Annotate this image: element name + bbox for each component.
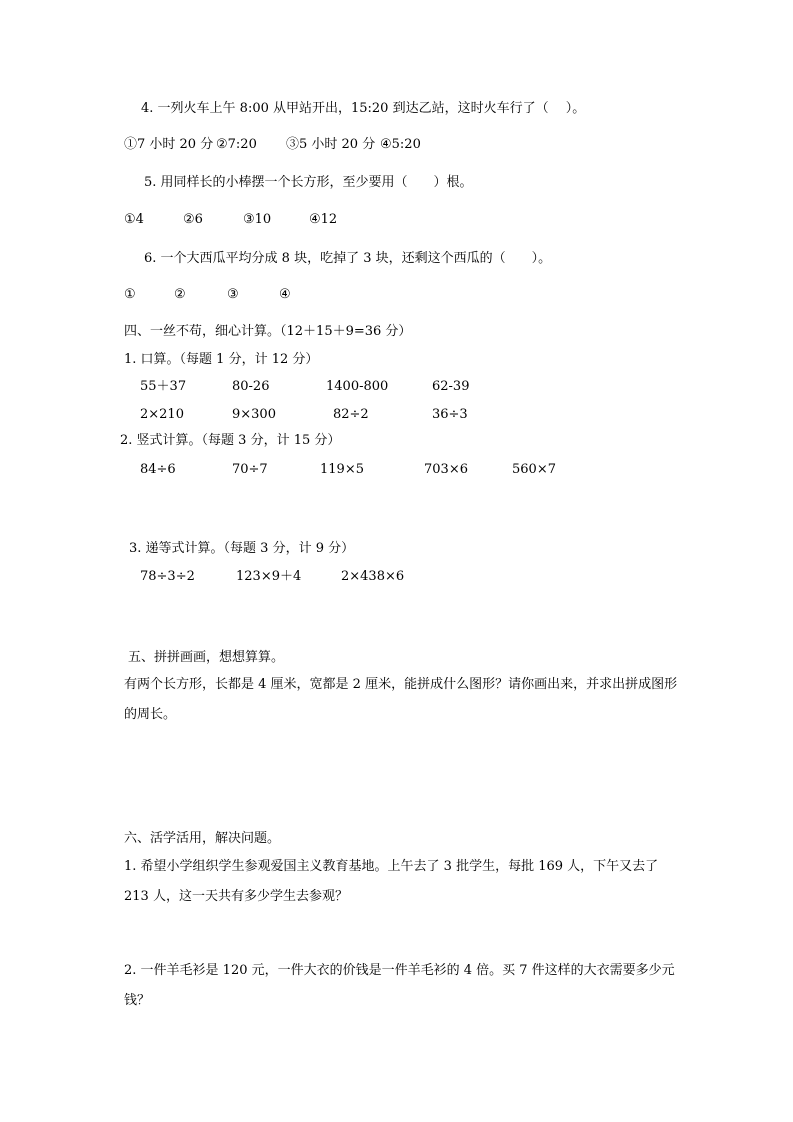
question-5-stem: 5. 用同样长的小棒摆一个长方形，至少要用（ ）根。 xyxy=(144,175,473,190)
q5-option-3: ③10 xyxy=(243,212,272,227)
section-5-problem: 有两个长方形，长都是 4 厘米，宽都是 2 厘米，能拼成什么图形？请你画出来，并求出拼成图形的周长。 xyxy=(124,677,678,722)
stepwise-calc-item: 2×438×6 xyxy=(341,569,405,584)
stepwise-calc-item: 123×9＋4 xyxy=(236,569,302,584)
oral-calc-item: 62-39 xyxy=(432,379,470,394)
oral-calc-item: 55＋37 xyxy=(140,379,187,394)
oral-calc-item: 36÷3 xyxy=(432,407,468,422)
oral-calc-item: 1400-800 xyxy=(326,379,389,394)
section-5-title: 五、拼拼画画，想想算算。 xyxy=(128,650,285,665)
vertical-calc-item: 703×6 xyxy=(424,462,468,477)
q6-option-4: ④ xyxy=(279,287,291,302)
section-4-title: 四、一丝不苟，细心计算。（12＋15＋9=36 分） xyxy=(124,324,412,339)
oral-calc-item: 80-26 xyxy=(232,379,270,394)
section-6-problem-1: 1. 希望小学组织学生参观爱国主义教育基地。上午去了 3 批学生，每批 169 人，下午又去了 213 人，这一天共有多少学生去参观？ xyxy=(124,859,659,904)
section-4-part3-title: 3. 递等式计算。（每题 3 分，计 9 分） xyxy=(129,541,355,556)
section-6-problem-2: 2. 一件羊毛衫是 120 元，一件大衣的价钱是一件羊毛衫的 4 倍。买 7 件这样的大衣需要多少元钱？ xyxy=(124,963,675,1008)
q4-option-4: ④5:20 xyxy=(380,137,421,152)
vertical-calc-item: 560×7 xyxy=(512,462,556,477)
q5-option-1: ①4 xyxy=(124,212,144,227)
q6-option-3: ③ xyxy=(227,287,239,302)
q5-option-2: ②6 xyxy=(183,212,203,227)
q4-option-2: ②7:20 xyxy=(216,137,257,152)
section-6-title: 六、活学活用，解决问题。 xyxy=(124,831,281,846)
section-4-part1-title: 1. 口算。（每题 1 分，计 12 分） xyxy=(124,352,319,367)
stepwise-calc-item: 78÷3÷2 xyxy=(140,569,195,584)
oral-calc-item: 9×300 xyxy=(232,407,276,422)
vertical-calc-item: 84÷6 xyxy=(140,462,176,477)
question-4-stem: 4. 一列火车上午 8:00 从甲站开出，15:20 到达乙站，这时火车行了（ ）。 xyxy=(141,101,586,116)
q6-option-1: ① xyxy=(124,287,136,302)
vertical-calc-item: 119×5 xyxy=(320,462,364,477)
q4-option-3: ③5 小时 20 分 xyxy=(286,137,376,152)
q4-option-1: ①7 小时 20 分 xyxy=(124,137,214,152)
section-4-part2-title: 2. 竖式计算。（每题 3 分，计 15 分） xyxy=(120,433,341,448)
vertical-calc-item: 70÷7 xyxy=(232,462,268,477)
oral-calc-item: 82÷2 xyxy=(333,407,369,422)
q6-option-2: ② xyxy=(174,287,186,302)
question-6-stem: 6. 一个大西瓜平均分成 8 块，吃掉了 3 块，还剩这个西瓜的（ ）。 xyxy=(144,251,552,266)
q5-option-4: ④12 xyxy=(309,212,338,227)
oral-calc-item: 2×210 xyxy=(140,407,184,422)
